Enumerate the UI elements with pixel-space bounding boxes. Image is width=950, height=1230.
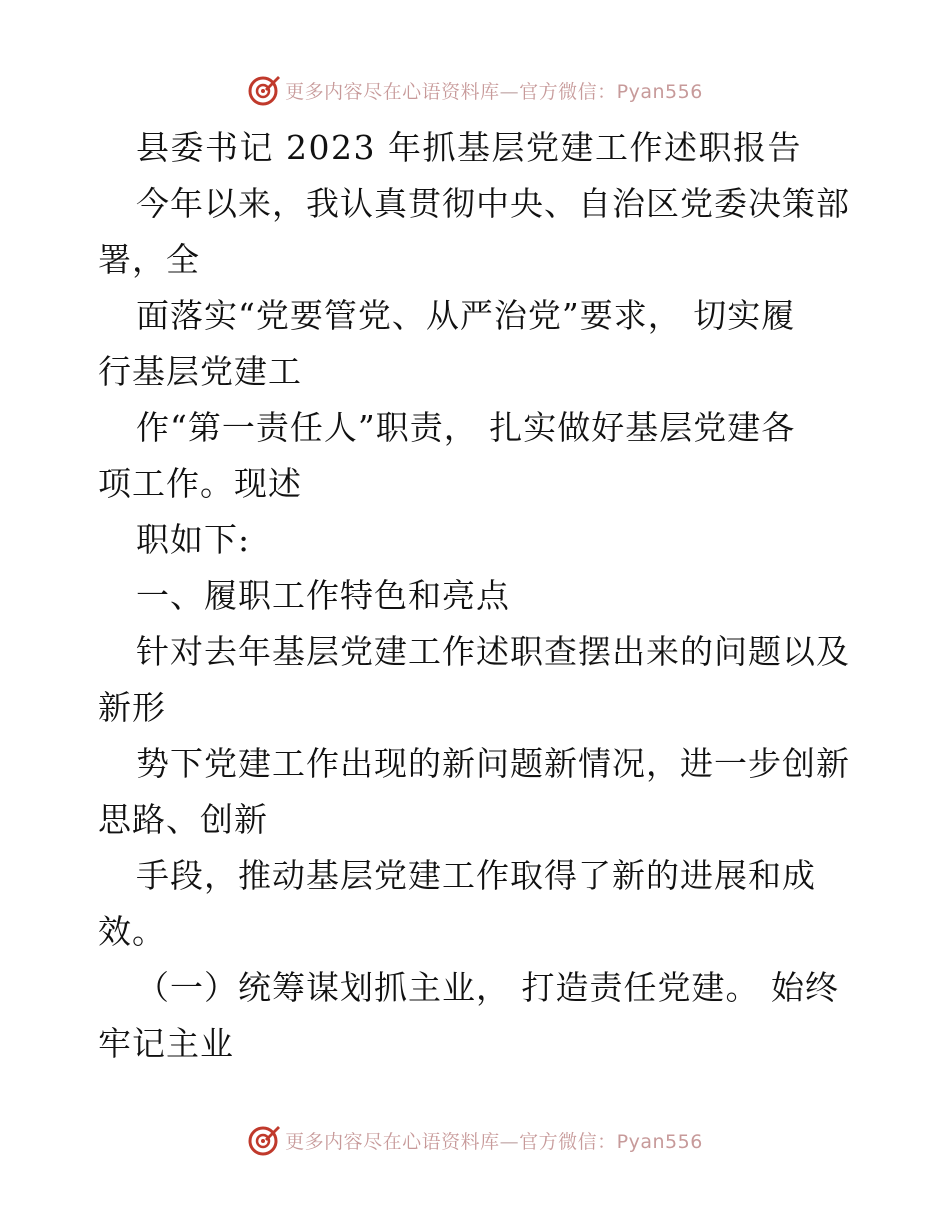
- paragraph-line: 职如下:: [136, 520, 251, 559]
- paragraph-line: 思路、创新: [98, 800, 268, 839]
- paragraph-line: 手段，推动基层党建工作取得了新的进展和成: [136, 856, 816, 895]
- paragraph-line: 项工作。现述: [98, 464, 302, 503]
- footer-watermark: [0, 1120, 950, 1160]
- section-heading: 一、履职工作特色和亮点: [136, 576, 510, 615]
- watermark-wechat-id: 官方微信：Pyan556: [519, 80, 703, 103]
- watermark-text: [285, 77, 703, 104]
- watermark-separator: —: [499, 1130, 520, 1153]
- watermark-separator: —: [499, 80, 520, 103]
- paragraph-line: 署，全: [98, 240, 200, 279]
- paragraph-line: 针对去年基层党建工作述职查摆出来的问题以及: [136, 632, 850, 671]
- watermark-text: [285, 1127, 703, 1154]
- watermark-main: 更多内容尽在心语资料库: [285, 80, 500, 103]
- pen-nib-circle-icon: [247, 1123, 281, 1157]
- paragraph-line: 牢记主业: [98, 1024, 234, 1063]
- watermark-wechat-id: 官方微信：Pyan556: [519, 1130, 703, 1153]
- paragraph-line: 行基层党建工: [98, 352, 302, 391]
- paragraph-line: 势下党建工作出现的新问题新情况，进一步创新: [136, 744, 850, 783]
- watermark-main: 更多内容尽在心语资料库: [285, 1130, 500, 1153]
- subsection-heading: （一）统筹谋划抓主业， 打造责任党建。 始终: [136, 968, 839, 1007]
- document-title: 县委书记 2023 年抓基层党建工作述职报告: [136, 128, 802, 167]
- paragraph-line: 今年以来，我认真贯彻中央、自治区党委决策部: [136, 184, 850, 223]
- document-body: [98, 120, 858, 1072]
- header-watermark: [0, 70, 950, 110]
- paragraph-line: 效。: [98, 912, 166, 951]
- paragraph-line: 面落实“党要管党、从严治党”要求， 切实履: [136, 296, 796, 335]
- paragraph-line: 作“第一责任人”职责， 扎实做好基层党建各: [136, 408, 796, 447]
- paragraph-line: 新形: [98, 688, 166, 727]
- pen-nib-circle-icon: [247, 73, 281, 107]
